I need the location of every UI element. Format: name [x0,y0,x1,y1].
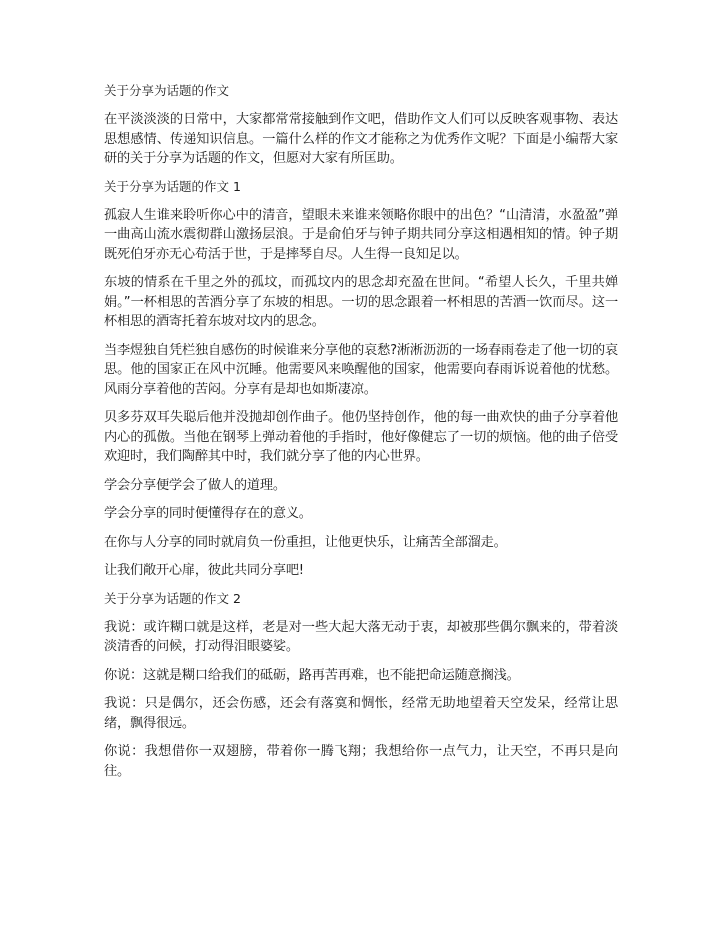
paragraph: 学会分享的同时便懂得存在的意义。 [104,506,312,521]
section-1-title: 关于分享为话题的作文 1 [104,178,241,194]
intro-paragraph: 在平淡淡淡的日常中，大家都常常接触到作文吧，借助作文人们可以反映客观事物、表达思想感情、传递知识信息。一篇什么样的作文才能称之为优秀作文呢？下面是小编帮大家研的关于分享为话题的作文，但愿对大家有所匡助。 [104,112,618,166]
paragraph: 孤寂人生谁来聆听你心中的清音，望眼未来谁来领略你眼中的出色？“山清清，水盈盈”弹一曲高山流水震彻群山激扬层浪。于是俞伯牙与钟子期共同分享这相遇相知的情。钟子期既死伯牙亦无心苟活于世，于是摔琴自尽。人生得一良知足以。 [104,207,618,262]
section-2-title: 关于分享为话题的作文 2 [104,590,241,606]
paragraph: 东坡的情系在千里之外的孤坟，而孤坟内的思念却充盈在世间。“希望人长久，千里共婵娟。”一杯相思的苦酒分享了东坡的相思。一切的思念跟着一杯相思的苦酒一饮而尽。这一杯相思的酒寄托着东坡对坟内的思念。 [104,275,618,329]
paragraph: 在你与人分享的同时就肩负一份重担，让他更快乐，让痛苦全部溜走。 [104,534,507,550]
paragraph: 我说：只是偶尔，还会伤感，还会有落寞和惆怅，经常无助地望着天空发呆，经常让思绪，飘得很远。 [104,696,618,731]
paragraph: 你说：这就是糊口给我们的砥砺，路再苦再难，也不能把命运随意搁浅。 [104,667,520,683]
paragraph: 我说：或许糊口就是这样，老是对一些大起大落无动于衷，却被那些偶尔飘来的，带着淡淡清香的问候，打动得泪眼婆娑。 [104,619,618,654]
paragraph: 学会分享便学会了做人的道理。 [104,477,286,493]
paragraph: 贝多芬双耳失聪后他并没抛却创作曲子。他仍坚持创作，他的每一曲欢快的曲子分享着他内心的孤傲。当他在钢琴上弹动着他的手指时，他好像健忘了一切的烦恼。他的曲子倍受欢迎时，我们陶醉其中时，我们就分享了他的内心世界。 [104,410,618,464]
paragraph: 让我们敞开心扉，彼此共同分享吧! [104,563,304,578]
document-title: 关于分享为话题的作文 [104,83,230,98]
paragraph: 当李煜独自凭栏独自感伤的时候谁来分享他的哀愁?淅淅沥沥的一场春雨卷走了他一切的哀思。他的国家正在风中沉睡。他需要风来唤醒他的国家，他需要向春雨诉说着他的忧愁。风雨分享着他的苦闷。分享有是却也如斯凄凉。 [104,342,618,397]
document-body [104,82,618,790]
paragraph: 你说：我想借你一双翅膀，带着你一腾飞翔；我想给你一点气力，让天空，不再只是向往。 [104,744,618,779]
